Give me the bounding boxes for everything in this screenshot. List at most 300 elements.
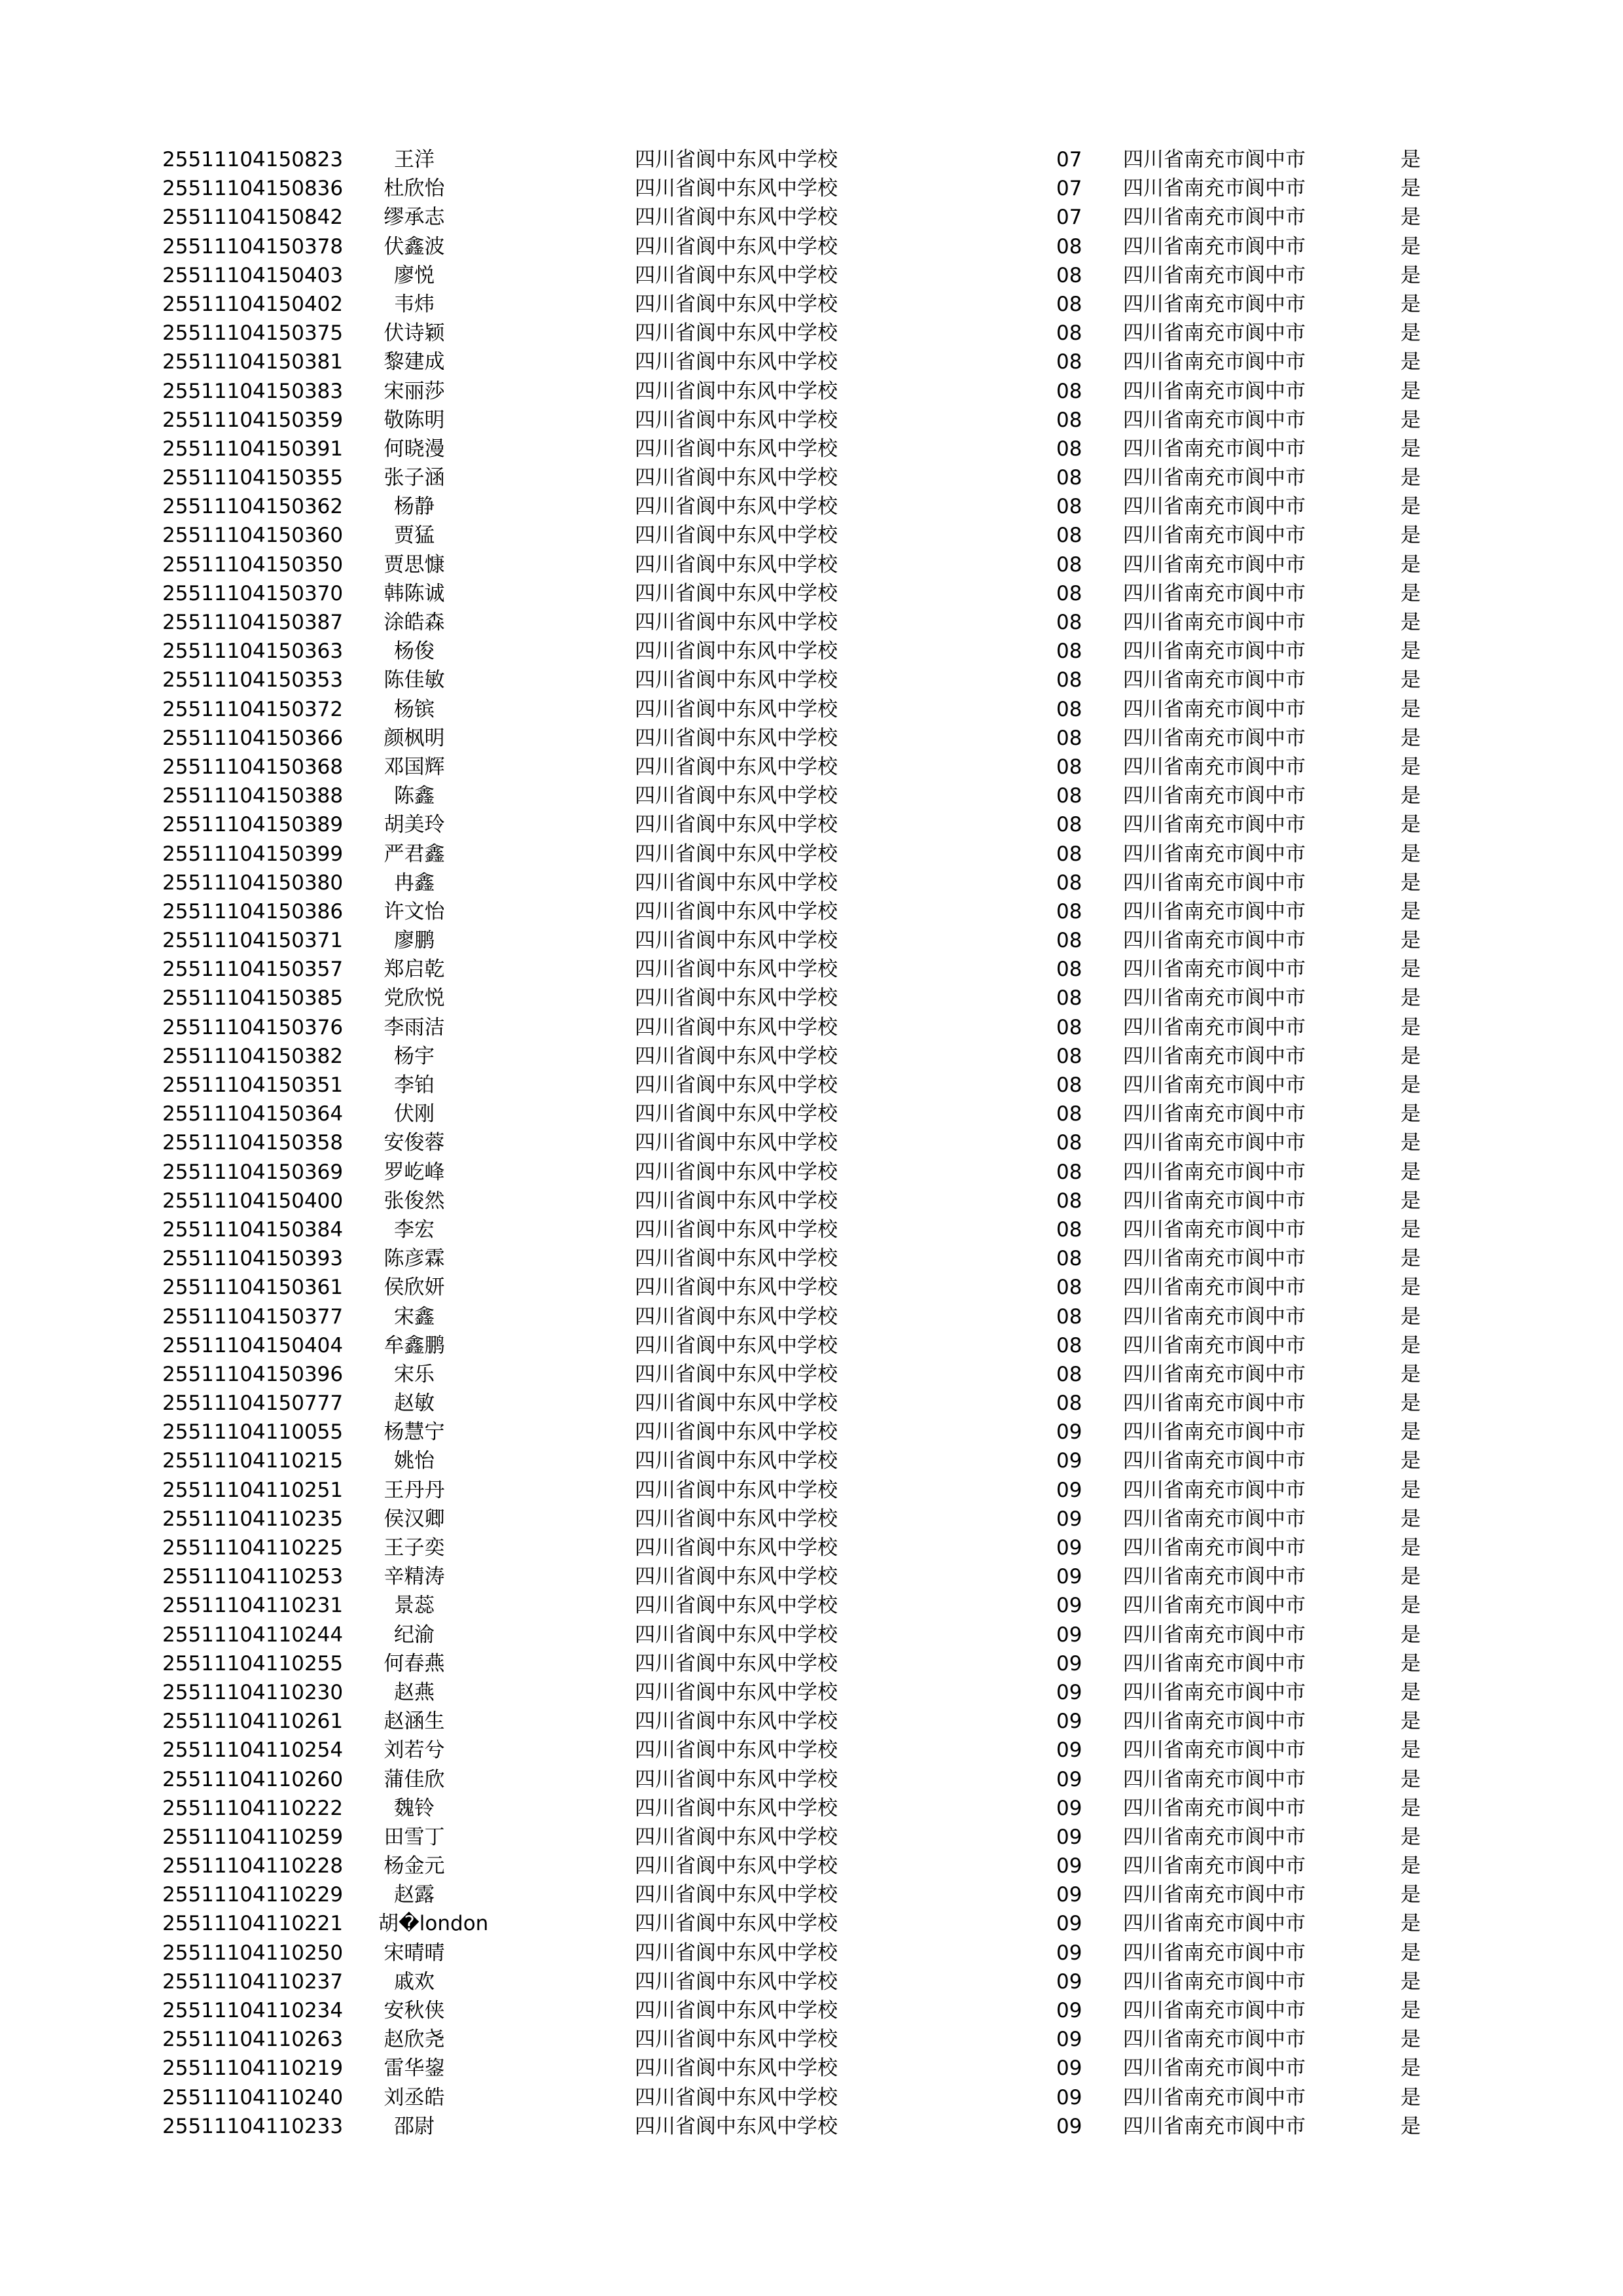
- school-cell: 四川省阆中东风中学校: [635, 1247, 838, 1271]
- student-name-cell: 赵涵生: [383, 1710, 445, 1734]
- table-row: [0, 1505, 1623, 1534]
- student-id-cell: 25511104150389: [162, 813, 344, 837]
- table-row: [0, 1244, 1623, 1273]
- status-flag-cell: 是: [1400, 1767, 1421, 1791]
- school-cell: 四川省阆中东风中学校: [635, 986, 838, 1011]
- status-flag-cell: 是: [1400, 2056, 1421, 2081]
- school-cell: 四川省阆中东风中学校: [635, 1854, 838, 1878]
- status-flag-cell: 是: [1400, 697, 1421, 721]
- region-cell: 四川省南充市阆中市: [1123, 437, 1306, 461]
- student-name-cell: 许文怡: [383, 899, 445, 924]
- class-code-cell: 08: [1056, 899, 1082, 924]
- status-flag-cell: 是: [1400, 1333, 1421, 1357]
- student-id-cell: 25511104150370: [162, 581, 344, 605]
- region-cell: 四川省南充市阆中市: [1123, 2028, 1306, 2052]
- student-id-cell: 25511104150384: [162, 1217, 344, 1242]
- student-name-cell: 党欣悦: [383, 986, 445, 1011]
- student-id-cell: 25511104150842: [162, 206, 344, 230]
- table-row: [0, 261, 1623, 290]
- region-cell: 四川省南充市阆中市: [1123, 1623, 1306, 1647]
- school-cell: 四川省阆中东风中学校: [635, 263, 838, 287]
- student-id-cell: 25511104110259: [162, 1825, 344, 1849]
- school-cell: 四川省阆中东风中学校: [635, 1969, 838, 1994]
- school-cell: 四川省阆中东风中学校: [635, 379, 838, 403]
- class-code-cell: 09: [1056, 1796, 1082, 1820]
- student-name-cell: 刘丞皓: [383, 2085, 445, 2109]
- student-name-cell: 郑启乾: [383, 958, 445, 982]
- student-id-cell: 25511104150353: [162, 668, 344, 692]
- status-flag-cell: 是: [1400, 1883, 1421, 1907]
- region-cell: 四川省南充市阆中市: [1123, 148, 1306, 171]
- student-name-cell: 侯汉卿: [383, 1507, 445, 1531]
- class-code-cell: 07: [1056, 177, 1082, 201]
- school-cell: 四川省阆中东风中学校: [635, 408, 838, 432]
- status-flag-cell: 是: [1400, 379, 1421, 403]
- class-code-cell: 09: [1056, 1999, 1082, 2022]
- status-flag-cell: 是: [1400, 755, 1421, 779]
- status-flag-cell: 是: [1400, 1651, 1421, 1676]
- region-cell: 四川省南充市阆中市: [1123, 321, 1306, 346]
- school-cell: 四川省阆中东风中学校: [635, 842, 838, 866]
- status-flag-cell: 是: [1400, 1478, 1421, 1502]
- school-cell: 四川省阆中东风中学校: [635, 1131, 838, 1155]
- class-code-cell: 09: [1056, 2114, 1082, 2138]
- region-cell: 四川省南充市阆中市: [1123, 611, 1306, 634]
- table-row: [0, 232, 1623, 261]
- class-code-cell: 09: [1056, 1969, 1082, 1994]
- region-cell: 四川省南充市阆中市: [1123, 1767, 1306, 1791]
- school-cell: 四川省阆中东风中学校: [635, 1073, 838, 1097]
- school-cell: 四川省阆中东风中学校: [635, 755, 838, 779]
- region-cell: 四川省南充市阆中市: [1123, 726, 1306, 750]
- status-flag-cell: 是: [1400, 1189, 1421, 1213]
- status-flag-cell: 是: [1400, 1015, 1421, 1039]
- table-row: [0, 1158, 1623, 1187]
- student-id-cell: 25511104150369: [162, 1160, 344, 1184]
- student-id-cell: 25511104110234: [162, 1999, 344, 2022]
- status-flag-cell: 是: [1400, 1969, 1421, 1994]
- student-name-cell: 涂皓森: [383, 611, 445, 634]
- status-flag-cell: 是: [1400, 1738, 1421, 1763]
- student-id-cell: 25511104150361: [162, 1276, 344, 1300]
- school-cell: 四川省阆中东风中学校: [635, 1478, 838, 1502]
- class-code-cell: 08: [1056, 958, 1082, 982]
- table-row: [0, 1649, 1623, 1678]
- student-id-cell: 25511104110225: [162, 1536, 344, 1560]
- table-row: [0, 1215, 1623, 1244]
- school-cell: 四川省阆中东风中学校: [635, 1189, 838, 1213]
- region-cell: 四川省南充市阆中市: [1123, 1391, 1306, 1416]
- class-code-cell: 08: [1056, 1160, 1082, 1184]
- class-code-cell: 08: [1056, 408, 1082, 432]
- school-cell: 四川省阆中东风中学校: [635, 1102, 838, 1126]
- region-cell: 四川省南充市阆中市: [1123, 784, 1306, 808]
- table-row: [0, 1273, 1623, 1302]
- school-cell: 四川省阆中东风中学校: [635, 1796, 838, 1820]
- student-name-cell: 戚欢: [394, 1969, 435, 1994]
- status-flag-cell: 是: [1400, 813, 1421, 837]
- student-id-cell: 25511104150400: [162, 1189, 344, 1213]
- status-flag-cell: 是: [1400, 408, 1421, 432]
- school-cell: 四川省阆中东风中学校: [635, 321, 838, 346]
- student-name-cell: 杨静: [394, 495, 435, 519]
- student-id-cell: 25511104150362: [162, 495, 344, 519]
- status-flag-cell: 是: [1400, 1941, 1421, 1965]
- student-name-cell: 王洋: [394, 148, 435, 171]
- table-row: [0, 1042, 1623, 1071]
- student-id-cell: 25511104150404: [162, 1333, 344, 1357]
- status-flag-cell: 是: [1400, 292, 1421, 316]
- table-row: [0, 377, 1623, 406]
- school-cell: 四川省阆中东风中学校: [635, 552, 838, 577]
- class-code-cell: 07: [1056, 206, 1082, 230]
- table-row: [0, 174, 1623, 203]
- table-row: [0, 695, 1623, 724]
- school-cell: 四川省阆中东风中学校: [635, 1333, 838, 1357]
- school-cell: 四川省阆中东风中学校: [635, 1536, 838, 1560]
- class-code-cell: 08: [1056, 1015, 1082, 1039]
- student-id-cell: 25511104110221: [162, 1912, 344, 1936]
- region-cell: 四川省南充市阆中市: [1123, 1217, 1306, 1242]
- student-id-cell: 25511104110251: [162, 1478, 344, 1502]
- status-flag-cell: 是: [1400, 1276, 1421, 1300]
- school-cell: 四川省阆中东风中学校: [635, 1767, 838, 1791]
- school-cell: 四川省阆中东风中学校: [635, 1680, 838, 1704]
- class-code-cell: 08: [1056, 466, 1082, 490]
- table-row: [0, 1967, 1623, 1996]
- student-name-cell: 缪承志: [383, 206, 445, 230]
- table-row: [0, 145, 1623, 174]
- status-flag-cell: 是: [1400, 1362, 1421, 1386]
- school-cell: 四川省阆中东风中学校: [635, 292, 838, 316]
- status-flag-cell: 是: [1400, 1420, 1421, 1444]
- status-flag-cell: 是: [1400, 842, 1421, 866]
- status-flag-cell: 是: [1400, 611, 1421, 634]
- region-cell: 四川省南充市阆中市: [1123, 495, 1306, 519]
- student-id-cell: 25511104110250: [162, 1941, 344, 1965]
- region-cell: 四川省南充市阆中市: [1123, 870, 1306, 895]
- status-flag-cell: 是: [1400, 1073, 1421, 1097]
- student-id-cell: 25511104150386: [162, 899, 344, 924]
- status-flag-cell: 是: [1400, 581, 1421, 605]
- table-row: [0, 753, 1623, 781]
- student-name-cell: 牟鑫鹏: [383, 1333, 445, 1357]
- class-code-cell: 08: [1056, 1217, 1082, 1242]
- school-cell: 四川省阆中东风中学校: [635, 1738, 838, 1763]
- region-cell: 四川省南充市阆中市: [1123, 813, 1306, 837]
- student-name-cell: 赵燕: [394, 1680, 435, 1704]
- status-flag-cell: 是: [1400, 1391, 1421, 1416]
- region-cell: 四川省南充市阆中市: [1123, 379, 1306, 403]
- student-id-cell: 25511104110219: [162, 2056, 344, 2081]
- student-name-cell: 敬陈明: [383, 408, 445, 432]
- region-cell: 四川省南充市阆中市: [1123, 1796, 1306, 1820]
- student-id-cell: 25511104150358: [162, 1131, 344, 1155]
- student-name-cell: 冉鑫: [394, 870, 435, 895]
- table-row: [0, 1707, 1623, 1736]
- table-row: [0, 406, 1623, 435]
- school-cell: 四川省阆中东风中学校: [635, 668, 838, 692]
- student-id-cell: 25511104110253: [162, 1565, 344, 1589]
- table-row: [0, 521, 1623, 550]
- table-row: [0, 1996, 1623, 2025]
- table-row: [0, 1389, 1623, 1418]
- class-code-cell: 08: [1056, 1073, 1082, 1097]
- school-cell: 四川省阆中东风中学校: [635, 581, 838, 605]
- class-code-cell: 09: [1056, 2056, 1082, 2081]
- student-name-cell: 宋乐: [394, 1362, 435, 1386]
- student-id-cell: 25511104150393: [162, 1247, 344, 1271]
- student-id-cell: 25511104110260: [162, 1767, 344, 1791]
- table-row: [0, 2112, 1623, 2141]
- student-name-cell: 李雨洁: [383, 1015, 445, 1039]
- table-row: [0, 550, 1623, 579]
- student-name-cell: 刘若兮: [383, 1738, 445, 1763]
- school-cell: 四川省阆中东风中学校: [635, 929, 838, 953]
- student-id-cell: 25511104110261: [162, 1710, 344, 1734]
- table-row: [0, 319, 1623, 348]
- class-code-cell: 09: [1056, 1767, 1082, 1791]
- student-name-cell: 张子涵: [383, 466, 445, 490]
- region-cell: 四川省南充市阆中市: [1123, 524, 1306, 548]
- class-code-cell: 08: [1056, 292, 1082, 316]
- table-row: [0, 926, 1623, 955]
- region-cell: 四川省南充市阆中市: [1123, 1536, 1306, 1560]
- student-name-cell: 安秋侠: [383, 1999, 445, 2022]
- class-code-cell: 08: [1056, 552, 1082, 577]
- student-name-cell: 宋鑫: [394, 1304, 435, 1329]
- class-code-cell: 08: [1056, 379, 1082, 403]
- region-cell: 四川省南充市阆中市: [1123, 1189, 1306, 1213]
- table-row: [0, 1562, 1623, 1591]
- student-id-cell: 25511104110055: [162, 1420, 344, 1444]
- student-name-cell: 廖悦: [394, 263, 435, 287]
- student-id-cell: 25511104110228: [162, 1854, 344, 1878]
- school-cell: 四川省阆中东风中学校: [635, 1651, 838, 1676]
- student-id-cell: 25511104110229: [162, 1883, 344, 1907]
- class-code-cell: 08: [1056, 929, 1082, 953]
- table-row: [0, 1736, 1623, 1765]
- student-name-cell: 何晓漫: [383, 437, 445, 461]
- table-row: [0, 348, 1623, 376]
- table-row: [0, 1909, 1623, 1938]
- school-cell: 四川省阆中东风中学校: [635, 177, 838, 201]
- student-name-cell: 杨俊: [394, 639, 435, 664]
- student-name-cell: 纪渝: [394, 1623, 435, 1647]
- status-flag-cell: 是: [1400, 466, 1421, 490]
- table-row: [0, 1852, 1623, 1880]
- region-cell: 四川省南充市阆中市: [1123, 552, 1306, 577]
- class-code-cell: 09: [1056, 1565, 1082, 1589]
- region-cell: 四川省南充市阆中市: [1123, 2114, 1306, 2138]
- class-code-cell: 08: [1056, 639, 1082, 664]
- table-row: [0, 637, 1623, 666]
- student-id-cell: 25511104110233: [162, 2114, 344, 2138]
- school-cell: 四川省阆中东风中学校: [635, 2114, 838, 2138]
- student-id-cell: 25511104150368: [162, 755, 344, 779]
- table-row: [0, 1880, 1623, 1909]
- school-cell: 四川省阆中东风中学校: [635, 350, 838, 374]
- student-name-cell: 杨宇: [394, 1044, 435, 1068]
- region-cell: 四川省南充市阆中市: [1123, 1449, 1306, 1473]
- table-row: [0, 290, 1623, 319]
- region-cell: 四川省南充市阆中市: [1123, 1738, 1306, 1763]
- status-flag-cell: 是: [1400, 437, 1421, 461]
- student-id-cell: 25511104110263: [162, 2028, 344, 2052]
- student-id-cell: 25511104150381: [162, 350, 344, 374]
- class-code-cell: 08: [1056, 697, 1082, 721]
- student-name-cell: 赵敏: [394, 1391, 435, 1416]
- region-cell: 四川省南充市阆中市: [1123, 408, 1306, 432]
- class-code-cell: 09: [1056, 1825, 1082, 1849]
- student-id-cell: 25511104150391: [162, 437, 344, 461]
- table-row: [0, 1331, 1623, 1360]
- region-cell: 四川省南充市阆中市: [1123, 1276, 1306, 1300]
- table-row: [0, 1013, 1623, 1042]
- school-cell: 四川省阆中东风中学校: [635, 1941, 838, 1965]
- class-code-cell: 08: [1056, 234, 1082, 259]
- class-code-cell: 08: [1056, 581, 1082, 605]
- class-code-cell: 08: [1056, 524, 1082, 548]
- class-code-cell: 09: [1056, 1507, 1082, 1531]
- table-row: [0, 1128, 1623, 1157]
- status-flag-cell: 是: [1400, 668, 1421, 692]
- student-id-cell: 25511104110254: [162, 1738, 344, 1763]
- region-cell: 四川省南充市阆中市: [1123, 292, 1306, 316]
- table-row: [0, 1360, 1623, 1389]
- region-cell: 四川省南充市阆中市: [1123, 1969, 1306, 1994]
- student-name-cell: 安俊蓉: [383, 1131, 445, 1155]
- table-row: [0, 2083, 1623, 2112]
- school-cell: 四川省阆中东风中学校: [635, 1565, 838, 1589]
- student-name-cell: 陈彦霖: [383, 1247, 445, 1271]
- region-cell: 四川省南充市阆中市: [1123, 1507, 1306, 1531]
- status-flag-cell: 是: [1400, 1912, 1421, 1936]
- student-id-cell: 25511104150372: [162, 697, 344, 721]
- student-name-cell: 严君鑫: [383, 842, 445, 866]
- class-code-cell: 09: [1056, 1883, 1082, 1907]
- student-id-cell: 25511104150376: [162, 1015, 344, 1039]
- status-flag-cell: 是: [1400, 929, 1421, 953]
- class-code-cell: 09: [1056, 1536, 1082, 1560]
- student-name-cell: 杨金元: [383, 1854, 445, 1878]
- class-code-cell: 08: [1056, 495, 1082, 519]
- status-flag-cell: 是: [1400, 148, 1421, 171]
- class-code-cell: 09: [1056, 1710, 1082, 1734]
- student-id-cell: 25511104150360: [162, 524, 344, 548]
- table-row: [0, 840, 1623, 869]
- status-flag-cell: 是: [1400, 1102, 1421, 1126]
- table-row: [0, 1100, 1623, 1128]
- status-flag-cell: 是: [1400, 350, 1421, 374]
- region-cell: 四川省南充市阆中市: [1123, 2085, 1306, 2109]
- student-id-cell: 25511104150383: [162, 379, 344, 403]
- class-code-cell: 09: [1056, 1854, 1082, 1878]
- table-row: [0, 984, 1623, 1013]
- student-id-cell: 25511104110235: [162, 1507, 344, 1531]
- student-id-cell: 25511104110231: [162, 1594, 344, 1618]
- student-id-cell: 25511104150363: [162, 639, 344, 664]
- table-row: [0, 781, 1623, 810]
- status-flag-cell: 是: [1400, 986, 1421, 1011]
- status-flag-cell: 是: [1400, 784, 1421, 808]
- student-id-cell: 25511104150355: [162, 466, 344, 490]
- student-name-cell: 陈佳敏: [383, 668, 445, 692]
- table-row: [0, 1446, 1623, 1475]
- student-name-cell: 田雪丁: [383, 1825, 445, 1849]
- student-id-cell: 25511104150823: [162, 148, 344, 171]
- class-code-cell: 08: [1056, 1131, 1082, 1155]
- student-name-cell: 张俊然: [383, 1189, 445, 1213]
- class-code-cell: 08: [1056, 1044, 1082, 1068]
- student-id-cell: 25511104150378: [162, 234, 344, 259]
- school-cell: 四川省阆中东风中学校: [635, 1912, 838, 1936]
- student-name-cell: 韦炜: [394, 292, 435, 316]
- status-flag-cell: 是: [1400, 1796, 1421, 1820]
- table-row: [0, 1302, 1623, 1331]
- status-flag-cell: 是: [1400, 870, 1421, 895]
- status-flag-cell: 是: [1400, 1680, 1421, 1704]
- student-id-cell: 25511104150357: [162, 958, 344, 982]
- class-code-cell: 08: [1056, 1333, 1082, 1357]
- student-name-cell: 李铂: [394, 1073, 435, 1097]
- student-id-cell: 25511104110222: [162, 1796, 344, 1820]
- table-row: [0, 1071, 1623, 1100]
- school-cell: 四川省阆中东风中学校: [635, 1276, 838, 1300]
- student-id-cell: 25511104150387: [162, 611, 344, 634]
- status-flag-cell: 是: [1400, 2114, 1421, 2138]
- region-cell: 四川省南充市阆中市: [1123, 1999, 1306, 2022]
- class-code-cell: 08: [1056, 784, 1082, 808]
- class-code-cell: 08: [1056, 1276, 1082, 1300]
- school-cell: 四川省阆中东风中学校: [635, 148, 838, 171]
- student-id-cell: 25511104150836: [162, 177, 344, 201]
- region-cell: 四川省南充市阆中市: [1123, 1015, 1306, 1039]
- status-flag-cell: 是: [1400, 1507, 1421, 1531]
- table-row: [0, 463, 1623, 492]
- student-name-cell: 蒲佳欣: [383, 1767, 445, 1791]
- student-id-cell: 25511104150403: [162, 263, 344, 287]
- region-cell: 四川省南充市阆中市: [1123, 1565, 1306, 1589]
- region-cell: 四川省南充市阆中市: [1123, 263, 1306, 287]
- status-flag-cell: 是: [1400, 552, 1421, 577]
- student-name-cell: 伏刚: [394, 1102, 435, 1126]
- status-flag-cell: 是: [1400, 206, 1421, 230]
- region-cell: 四川省南充市阆中市: [1123, 2056, 1306, 2081]
- table-row: [0, 1678, 1623, 1707]
- school-cell: 四川省阆中东风中学校: [635, 1044, 838, 1068]
- school-cell: 四川省阆中东风中学校: [635, 1362, 838, 1386]
- student-name-cell: 何春燕: [383, 1651, 445, 1676]
- table-row: [0, 579, 1623, 608]
- region-cell: 四川省南充市阆中市: [1123, 1883, 1306, 1907]
- class-code-cell: 08: [1056, 668, 1082, 692]
- class-code-cell: 08: [1056, 1391, 1082, 1416]
- student-id-cell: 25511104110240: [162, 2085, 344, 2109]
- student-name-cell: 雷华鋆: [383, 2056, 445, 2081]
- region-cell: 四川省南充市阆中市: [1123, 1102, 1306, 1126]
- region-cell: 四川省南充市阆中市: [1123, 1073, 1306, 1097]
- region-cell: 四川省南充市阆中市: [1123, 697, 1306, 721]
- school-cell: 四川省阆中东风中学校: [635, 1420, 838, 1444]
- table-row: [0, 1823, 1623, 1852]
- school-cell: 四川省阆中东风中学校: [635, 1825, 838, 1849]
- table-row: [0, 203, 1623, 232]
- region-cell: 四川省南充市阆中市: [1123, 899, 1306, 924]
- table-row: [0, 1476, 1623, 1505]
- student-name-cell: 宋丽莎: [383, 379, 445, 403]
- student-name-cell: 廖鹏: [394, 929, 435, 953]
